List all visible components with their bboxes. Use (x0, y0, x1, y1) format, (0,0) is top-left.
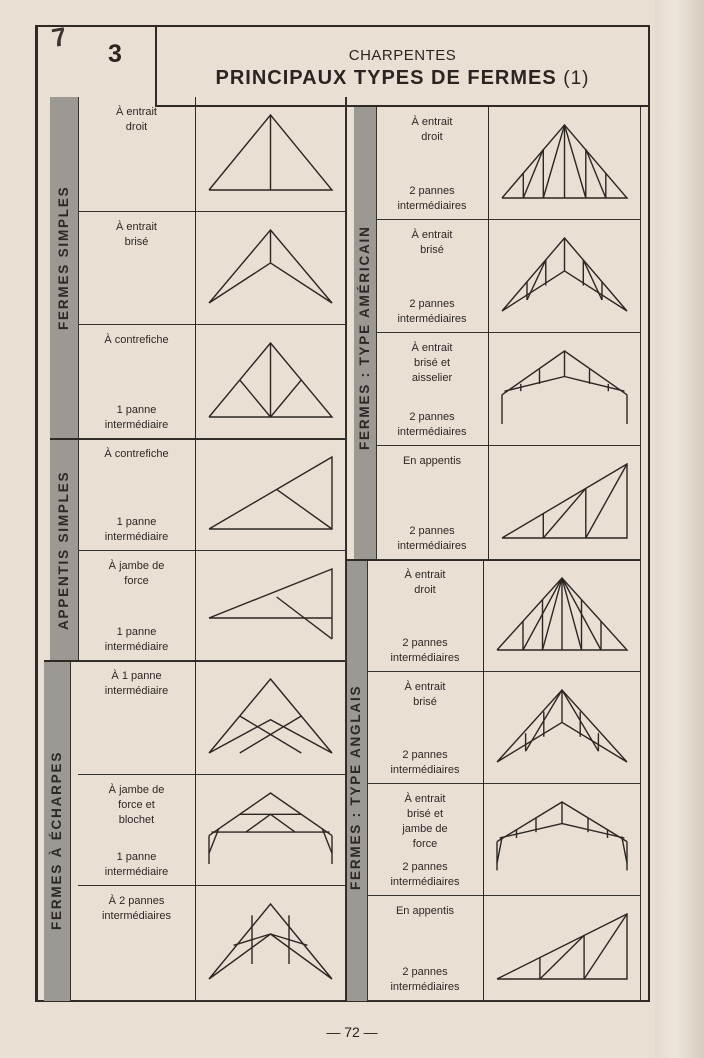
truss-member (271, 380, 302, 417)
truss-member (271, 814, 296, 832)
right-row-8-type-label: En appentis (395, 905, 455, 917)
left-row-5-truss-diagram (209, 569, 332, 639)
right-row-3-split (488, 333, 489, 446)
truss-member (586, 149, 606, 198)
truss-member (584, 914, 627, 979)
left-row-5-panne-label: 1 panne intermédiaire (104, 626, 169, 653)
right-row-8-split (483, 896, 484, 1001)
right-row-2-truss-diagram (502, 238, 627, 311)
right-row-6-type-label: À entrait brisé (404, 681, 446, 708)
truss-member (209, 569, 332, 639)
left-row-7-type-label: À jambe de force et blochet (108, 784, 165, 826)
right-row-3-truss-diagram (502, 351, 627, 424)
right-row-3-panne-label: 2 pannes intermédiaires (397, 411, 467, 438)
right-row-2-panne-label: 2 pannes intermédiaires (397, 298, 467, 325)
truss-member (240, 380, 271, 417)
section-label-fermes-echarpes: FERMES À ÉCHARPES (49, 750, 64, 930)
right-row-5-truss-diagram (497, 578, 627, 650)
truss-member (540, 935, 584, 979)
right-row-2-split (488, 220, 489, 333)
truss-member (562, 690, 598, 751)
right-row-1-type-label: À entrait droit (411, 116, 453, 143)
truss-member (586, 464, 627, 538)
left-row-3-panne-label: 1 panne intermédiaire (104, 404, 169, 431)
header-block (155, 27, 648, 107)
right-row-6-truss-diagram (497, 690, 627, 762)
header-title-suffix: (1) (563, 68, 590, 89)
left-row-4-truss-diagram (209, 457, 332, 529)
truss-member (543, 488, 586, 538)
paper-edge (655, 0, 704, 1058)
truss-member (526, 690, 562, 751)
left-row-4-type-label: À contrefiche (104, 448, 169, 460)
left-row-2-type-label: À entrait brisé (116, 221, 157, 248)
right-row-1-split (488, 107, 489, 220)
truss-member (527, 260, 546, 300)
right-row-8-panne-label: 2 pannes intermédiaires (390, 966, 460, 993)
section-label-type-anglais: FERMES : TYPE ANGLAIS (348, 684, 363, 890)
right-row-1-truss-diagram (502, 125, 627, 198)
section-label-fermes-simples: FERMES SIMPLES (56, 185, 71, 330)
header-subtitle: CHARPENTES (348, 47, 457, 64)
right-row-4-split (488, 446, 489, 560)
left-row-7-truss-diagram (209, 793, 332, 864)
left-row-4-panne-label: 1 panne intermédiaire (104, 516, 169, 543)
left-row-3-split (195, 325, 196, 439)
section-label-type-americain: FERMES : TYPE AMÉRICAIN (357, 225, 372, 450)
left-row-1-split (195, 97, 196, 212)
right-row-6-panne-label: 2 pannes intermédiaires (390, 749, 460, 776)
section-label-appentis-simples: APPENTIS SIMPLES (56, 470, 71, 630)
right-row-7-truss-diagram (497, 802, 627, 874)
left-row-3-type-label: À contrefiche (104, 334, 169, 346)
truss-member (565, 377, 625, 392)
truss-member (562, 824, 624, 838)
left-row-7-split (195, 775, 196, 886)
right-row-8-truss-diagram (497, 914, 627, 979)
left-row-2-truss-diagram (209, 230, 332, 303)
header-title-text: PRINCIPAUX TYPES DE FERMES (215, 67, 557, 89)
right-row-4-truss-diagram (502, 464, 627, 538)
left-row-1-truss-diagram (209, 115, 332, 190)
left-row-4-split (195, 439, 196, 551)
chapter-number: 3 (108, 40, 122, 68)
right-row-5-panne-label: 2 pannes intermédiaires (390, 637, 460, 664)
left-row-5-split (195, 551, 196, 661)
right-row-7-type-label: À entrait brisé et jambe de force (402, 793, 448, 850)
right-row-5-type-label: À entrait droit (404, 569, 446, 596)
truss-member (277, 489, 332, 529)
right-row-4-type-label: En appentis (402, 455, 462, 467)
right-row-2-type-label: À entrait brisé (411, 229, 453, 256)
right-row-1-panne-label: 2 pannes intermédiaires (397, 185, 467, 212)
right-row-7-split (483, 784, 484, 896)
header-title (157, 67, 648, 90)
truss-member (502, 464, 627, 538)
page-number: — 72 — (326, 1024, 378, 1040)
truss-member (565, 125, 586, 198)
truss-member (543, 125, 564, 198)
left-row-6-split (195, 661, 196, 775)
left-row-8-truss-diagram (209, 904, 332, 979)
truss-member (500, 824, 562, 838)
left-row-8-type-label: À 2 pannes intermédiaires (101, 895, 172, 922)
truss-member (523, 149, 543, 198)
right-row-3-type-label: À entrait brisé et aisselier (411, 342, 453, 384)
right-row-5-split (483, 560, 484, 672)
right-row-4-panne-label: 2 pannes intermédiaires (397, 525, 467, 552)
right-row-6-split (483, 672, 484, 784)
left-row-6-truss-diagram (209, 679, 332, 753)
left-row-7-panne-label: 1 panne intermédiaire (104, 851, 169, 878)
truss-member (246, 814, 271, 832)
left-row-1-type-label: À entrait droit (116, 106, 157, 133)
truss-member (583, 260, 602, 300)
left-row-5-type-label: À jambe de force (108, 560, 165, 587)
truss-member (497, 914, 627, 979)
truss-member (505, 377, 565, 392)
left-row-3-truss-diagram (209, 343, 332, 417)
left-row-2-split (195, 212, 196, 325)
left-row-6-type-label: À 1 panne intermédiaire (104, 670, 169, 697)
right-row-7-panne-label: 2 pannes intermédiaires (390, 861, 460, 888)
truss-member (209, 679, 332, 753)
truss-member (209, 457, 332, 529)
corner-mark: 7 (49, 20, 69, 54)
left-row-8-split (195, 886, 196, 1001)
truss-member (209, 904, 332, 979)
